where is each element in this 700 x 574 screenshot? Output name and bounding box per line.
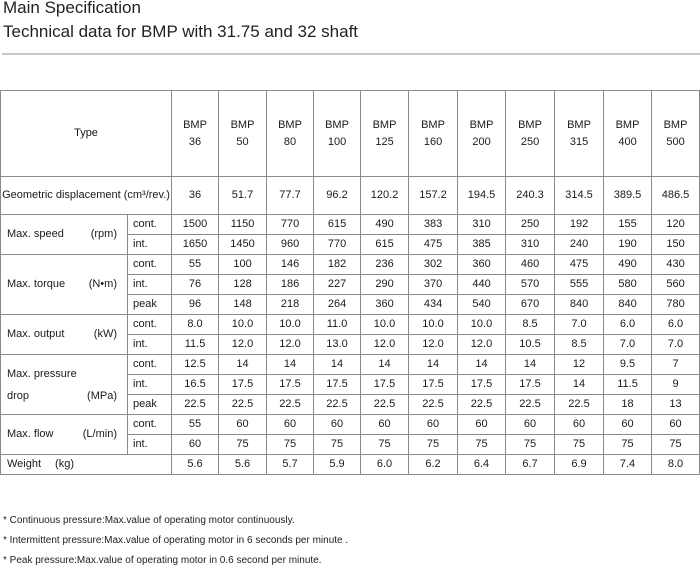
model-header [219,91,267,177]
cell: 460 [506,255,555,275]
cell: 120 [652,215,700,235]
cell: 75 [652,435,700,455]
cell: 770 [267,215,314,235]
cell: 430 [652,255,700,275]
header-row [1,91,700,177]
cell: 615 [361,235,409,255]
cell: 76 [172,275,219,295]
cell: 11.0 [314,315,361,335]
cell: 264 [314,295,361,315]
cell: 120.2 [361,177,409,215]
cell: 14 [458,355,506,375]
unit-text: (L/min) [82,428,117,440]
model-header [506,91,555,177]
displacement-label: Geometric displacement (cm³/rev.) [1,177,172,215]
cell: 17.5 [314,375,361,395]
cell: 475 [409,235,458,255]
model-size: 250 [520,135,540,148]
label-text: drop [7,389,30,402]
model-prefix: BMP [183,118,207,131]
cell: 22.5 [506,395,555,415]
cell: 6.0 [604,315,652,335]
speed-row [1,215,700,235]
unit-text: (kW) [93,328,117,340]
model-header [361,91,409,177]
cell: 51.7 [219,177,267,215]
cell: 13.0 [314,335,361,355]
cell: 186 [267,275,314,295]
cell: 22.5 [172,395,219,415]
weight-row [1,455,700,475]
label-line1: Max. pressure [7,367,77,380]
cell: 148 [219,295,267,315]
cell: 22.5 [555,395,604,415]
cell: 14 [361,355,409,375]
label-line2 [7,385,127,407]
model-size: 125 [375,135,394,148]
model-prefix: BMP [325,118,349,131]
cell: 6.4 [458,455,506,475]
cell: 5.9 [314,455,361,475]
output-row [1,315,700,335]
cell: 840 [555,295,604,315]
cell: 60 [267,415,314,435]
cell: 383 [409,215,458,235]
cell: 12.5 [172,355,219,375]
sub-label: cont. [128,255,172,275]
cell: 434 [409,295,458,315]
model-header [409,91,458,177]
cell: 60 [409,415,458,435]
cell: 615 [314,215,361,235]
model-prefix: BMP [518,118,542,131]
sub-label: cont. [128,315,172,335]
unit-text: (N•m) [88,278,117,290]
model-header [267,91,314,177]
cell: 389.5 [604,177,652,215]
cell: 250 [506,215,555,235]
sub-label: cont. [128,355,172,375]
cell: 5.6 [172,455,219,475]
footnotes [3,514,348,574]
cell: 96 [172,295,219,315]
model-header [604,91,652,177]
cell: 17.5 [361,375,409,395]
pressure-label [1,355,128,415]
page-title: Main Specification [3,0,141,17]
cell: 7.0 [555,315,604,335]
label-text: Weight [7,458,42,470]
cell: 12 [555,355,604,375]
note-intermittent: * Intermittent pressure:Max.value of operating motor in 6 seconds per minute . [3,535,349,546]
cell: 14 [267,355,314,375]
label-wrap [7,428,127,441]
cell: 17.5 [219,375,267,395]
cell: 22.5 [409,395,458,415]
cell: 75 [409,435,458,455]
cell: 9 [652,375,700,395]
cell: 75 [506,435,555,455]
cell: 310 [506,235,555,255]
model-prefix: BMP [567,118,591,131]
model-prefix: BMP [615,118,640,131]
cell: 7.0 [652,335,700,355]
model-prefix: BMP [663,118,688,131]
cell: 22.5 [314,395,361,415]
cell: 8.5 [506,315,555,335]
cell: 6.7 [506,455,555,475]
flow-row [1,415,700,435]
cell: 75 [267,435,314,455]
cell: 60 [555,415,604,435]
cell: 10.0 [361,315,409,335]
cell: 16.5 [172,375,219,395]
cell: 580 [604,275,652,295]
cell: 780 [652,295,700,315]
cell: 7.4 [604,455,652,475]
cell: 14 [314,355,361,375]
model-prefix: BMP [469,118,494,131]
cell: 670 [506,295,555,315]
cell: 240.3 [506,177,555,215]
cell: 310 [458,215,506,235]
label-wrap [7,328,127,341]
torque-row [1,255,700,275]
model-size: 80 [283,135,297,148]
cell: 12.0 [267,335,314,355]
cell: 150 [652,235,700,255]
cell: 6.0 [652,315,700,335]
model-size: 400 [618,135,637,148]
speed-label [1,215,128,255]
cell: 60 [604,415,652,435]
cell: 13 [652,395,700,415]
cell: 60 [314,415,361,435]
label-text: Max. torque [7,278,66,290]
model-header [555,91,604,177]
note-peak: * Peak pressure:Max.value of operating motor in 0.6 second per minute. [3,555,322,566]
cell: 840 [604,295,652,315]
type-header: Type [1,91,172,177]
cell: 190 [604,235,652,255]
cell: 75 [219,435,267,455]
cell: 486.5 [652,177,700,215]
cell: 8.5 [555,335,604,355]
cell: 14 [506,355,555,375]
cell: 555 [555,275,604,295]
cell: 218 [267,295,314,315]
sub-label: int. [128,375,172,395]
sub-label: peak [128,395,172,415]
model-size: 500 [666,135,685,148]
cell: 5.7 [267,455,314,475]
output-label [1,315,128,355]
cell: 960 [267,235,314,255]
label-text: Max. flow [7,428,54,440]
cell: 490 [361,215,409,235]
cell: 155 [604,215,652,235]
cell: 1150 [219,215,267,235]
flow-label [1,415,128,455]
cell: 60 [506,415,555,435]
cell: 12.0 [361,335,409,355]
unit-text: (kg) [55,458,74,470]
cell: 236 [361,255,409,275]
displacement-row [1,177,700,215]
cell: 1500 [172,215,219,235]
cell: 8.0 [172,315,219,335]
cell: 128 [219,275,267,295]
cell: 302 [409,255,458,275]
cell: 475 [555,255,604,275]
cell: 75 [314,435,361,455]
cell: 14 [409,355,458,375]
cell: 6.2 [409,455,458,475]
sub-label: peak [128,295,172,315]
label-wrap [7,228,127,241]
cell: 240 [555,235,604,255]
cell: 490 [604,255,652,275]
model-prefix: BMP [278,118,302,131]
cell: 12.0 [458,335,506,355]
sub-label: cont. [128,415,172,435]
cell: 22.5 [267,395,314,415]
cell: 290 [361,275,409,295]
cell: 146 [267,255,314,275]
cell: 227 [314,275,361,295]
cell: 18 [604,395,652,415]
cell: 75 [555,435,604,455]
cell: 17.5 [506,375,555,395]
model-prefix: BMP [372,118,397,131]
cell: 17.5 [409,375,458,395]
model-header [458,91,506,177]
cell: 10.0 [458,315,506,335]
weight-label [1,455,172,475]
cell: 8.0 [652,455,700,475]
cell: 75 [604,435,652,455]
cell: 7.0 [604,335,652,355]
cell: 75 [458,435,506,455]
unit-text: (MPa) [87,389,117,402]
cell: 370 [409,275,458,295]
cell: 17.5 [267,375,314,395]
cell: 360 [458,255,506,275]
model-size: 100 [327,135,347,148]
cell: 60 [361,415,409,435]
unit-text: (rpm) [90,228,117,240]
pressure-row [1,355,700,375]
cell: 10.0 [409,315,458,335]
cell: 540 [458,295,506,315]
cell: 560 [652,275,700,295]
cell: 55 [172,415,219,435]
cell: 10.5 [506,335,555,355]
cell: 10.0 [267,315,314,335]
model-header [172,91,219,177]
sub-label: cont. [128,215,172,235]
cell: 194.5 [458,177,506,215]
cell: 1450 [219,235,267,255]
cell: 570 [506,275,555,295]
cell: 55 [172,255,219,275]
cell: 96.2 [314,177,361,215]
cell: 10.0 [219,315,267,335]
cell: 14 [555,375,604,395]
cell: 22.5 [219,395,267,415]
cell: 6.0 [361,455,409,475]
model-size: 36 [188,135,202,148]
cell: 5.6 [219,455,267,475]
label-text: Max. output [7,328,65,340]
model-prefix: BMP [230,118,255,131]
cell: 12.0 [219,335,267,355]
cell: 36 [172,177,219,215]
page-subtitle: Technical data for BMP with 31.75 and 32 shaft [3,22,359,41]
label-wrap [7,278,127,291]
cell: 770 [314,235,361,255]
cell: 75 [361,435,409,455]
model-size: 50 [236,135,249,148]
cell: 22.5 [458,395,506,415]
model-size: 160 [423,135,443,148]
sub-label: int. [128,335,172,355]
cell: 385 [458,235,506,255]
cell: 7 [652,355,700,375]
cell: 11.5 [172,335,219,355]
sub-label: int. [128,275,172,295]
cell: 9.5 [604,355,652,375]
model-prefix: BMP [421,118,445,131]
cell: 22.5 [361,395,409,415]
divider [2,53,700,55]
cell: 192 [555,215,604,235]
spec-table [0,90,700,475]
cell: 60 [172,435,219,455]
model-header [652,91,700,177]
cell: 11.5 [604,375,652,395]
cell: 60 [219,415,267,435]
cell: 60 [458,415,506,435]
cell: 182 [314,255,361,275]
torque-label [1,255,128,315]
cell: 77.7 [267,177,314,215]
sub-label: int. [128,235,172,255]
cell: 360 [361,295,409,315]
cell: 157.2 [409,177,458,215]
note-continuous: * Continuous pressure:Max.value of operating motor continuously. [3,515,295,526]
cell: 100 [219,255,267,275]
cell: 14 [219,355,267,375]
label-text: Max. speed [7,228,64,240]
model-header [314,91,361,177]
sub-label: int. [128,435,172,455]
cell: 440 [458,275,506,295]
cell: 17.5 [458,375,506,395]
cell: 6.9 [555,455,604,475]
cell: 314.5 [555,177,604,215]
cell: 12.0 [409,335,458,355]
model-size: 200 [472,135,491,148]
cell: 60 [652,415,700,435]
cell: 1650 [172,235,219,255]
model-size: 315 [569,135,589,148]
